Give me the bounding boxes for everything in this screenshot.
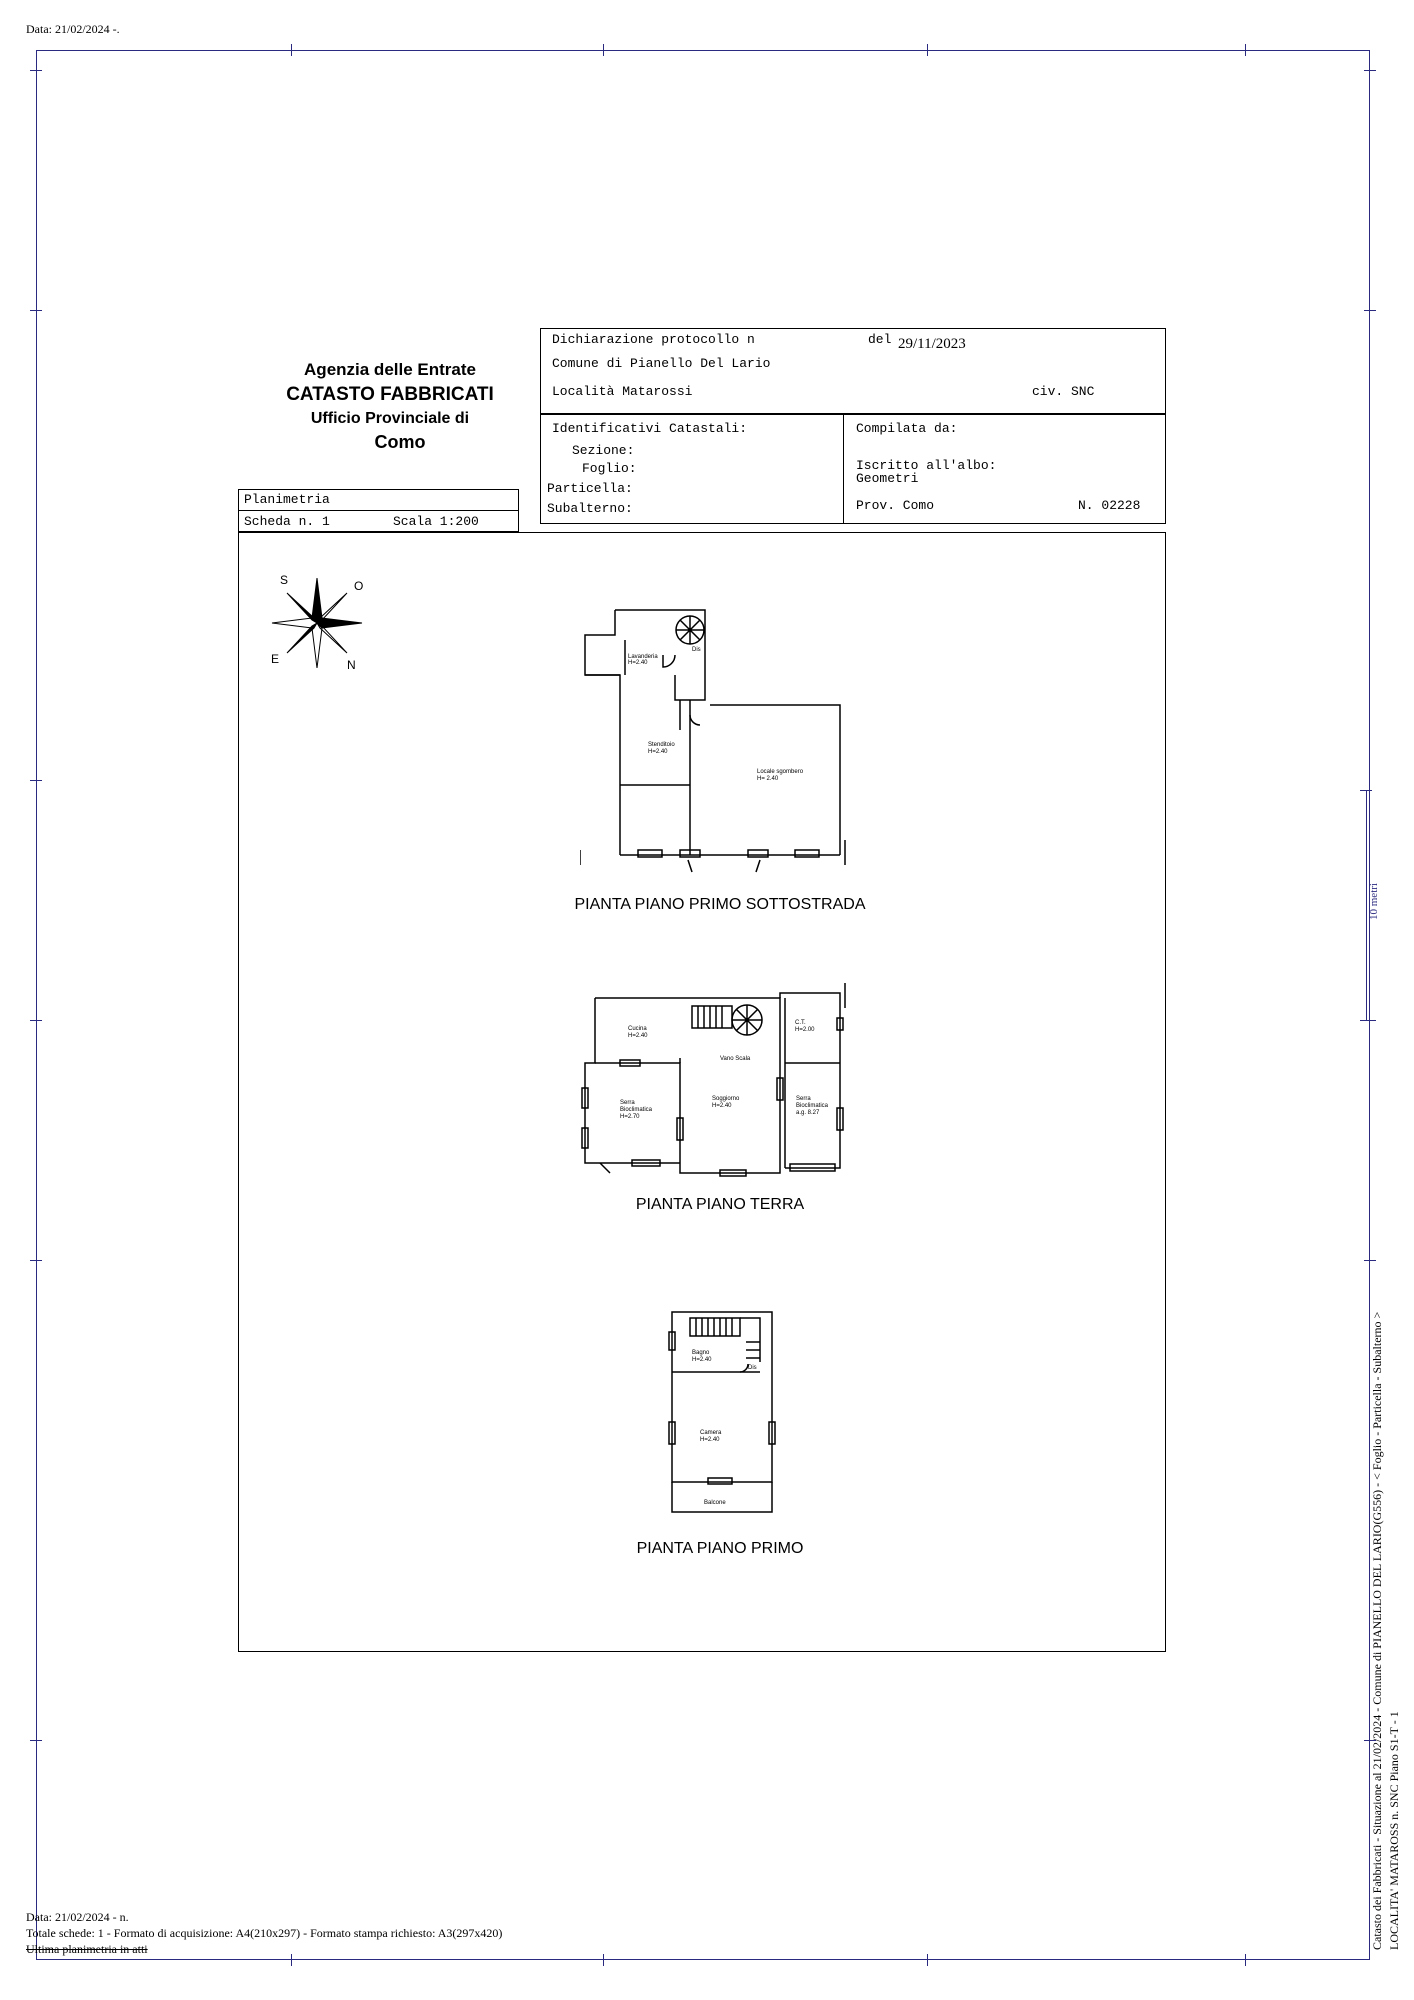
scale-bar-tick xyxy=(1360,790,1372,791)
room-soggiorno: Soggiorno xyxy=(712,1096,740,1102)
frame-tick xyxy=(1364,70,1376,71)
compass-s: S xyxy=(280,573,289,587)
caption-primo: PIANTA PIANO PRIMO xyxy=(636,1540,804,1557)
room-lavanderia: Lavanderia xyxy=(628,654,658,660)
frame-tick xyxy=(291,44,292,56)
planimetria-title: Planimetria xyxy=(244,492,330,507)
planimetria-divider xyxy=(238,510,519,511)
caption-sottostrada: PIANTA PIANO PRIMO SOTTOSTRADA xyxy=(574,896,866,913)
compass-o: O xyxy=(354,579,364,593)
frame-tick xyxy=(927,1954,928,1966)
room-locale-h: H= 2.40 xyxy=(757,776,779,782)
frame-tick xyxy=(1245,44,1246,56)
frame-tick xyxy=(30,70,42,71)
frame-tick xyxy=(927,44,928,56)
room-bagno: Bagno xyxy=(692,1350,710,1356)
frame-tick xyxy=(30,1260,42,1261)
room-dis-primo: Dis xyxy=(748,1365,757,1371)
agency-name: Agenzia delle Entrate xyxy=(304,360,476,379)
room-dis: Dis xyxy=(692,647,701,653)
comune-value: Comune di Pianello Del Lario xyxy=(552,356,771,371)
room-serra-1-b: Bioclimatica xyxy=(620,1107,653,1113)
frame-tick xyxy=(603,44,604,56)
civ-value: civ. SNC xyxy=(1032,384,1095,399)
del-label: del xyxy=(868,332,892,347)
floorplan-primo xyxy=(660,1302,780,1522)
identifiers-title: Identificativi Catastali: xyxy=(552,421,748,436)
room-vano-scala: Vano Scala xyxy=(720,1056,751,1062)
frame-tick xyxy=(30,780,42,781)
room-ct: C.T. xyxy=(795,1020,806,1026)
side-situation: Catasto dei Fabbricati - Situazione al 21/02/2024 - Comune di PIANELLO DEL LARIO(G556) - < Foglio - Particella - Subalterno > xyxy=(1370,1311,1384,1950)
caption-terra: PIANTA PIANO TERRA xyxy=(635,1196,805,1213)
floorplan-terra xyxy=(580,978,860,1178)
room-camera: Camera xyxy=(700,1430,722,1436)
frame-tick xyxy=(291,1954,292,1966)
subalterno-label: Subalterno: xyxy=(547,501,633,516)
ufficio-city: Como xyxy=(374,432,426,452)
frame-tick xyxy=(30,1740,42,1741)
room-lavanderia-h: H=2.40 xyxy=(628,660,648,666)
scale-bar xyxy=(1366,790,1367,1020)
room-ct-h: H=2.00 xyxy=(795,1027,815,1033)
room-soggiorno-h: H=2.40 xyxy=(712,1103,732,1109)
footer-totals: Totale schede: 1 - Formato di acquisizione: A4(210x297) - Formato stampa richiesto: A3(297x420) xyxy=(26,1926,503,1940)
footer-date: Data: 21/02/2024 - n. xyxy=(26,1910,129,1924)
compass-e: E xyxy=(271,652,280,666)
localita-value: Località Matarossi xyxy=(552,384,693,399)
compiler-title: Compilata da: xyxy=(856,421,958,436)
room-locale: Locale sgombero xyxy=(757,769,804,775)
catasto-title: CATASTO FABBRICATI xyxy=(286,384,494,405)
frame-tick xyxy=(1364,310,1376,311)
room-cucina-h: H=2.40 xyxy=(628,1033,648,1039)
protocol-label: Dichiarazione protocollo n xyxy=(552,332,755,347)
scheda-label: Scheda n. 1 xyxy=(244,514,330,529)
albo-label: Iscritto all'albo: xyxy=(856,458,997,473)
floorplan-sottostrada xyxy=(580,600,850,880)
particella-label: Particella: xyxy=(547,481,633,496)
room-balcone: Balcone xyxy=(704,1500,726,1506)
albo-value: Geometri xyxy=(856,471,919,486)
scale-label: 10 metri xyxy=(1368,883,1380,920)
identifiers-divider xyxy=(843,414,844,524)
footer-last: Ultima planimetria in atti xyxy=(26,1942,148,1956)
room-serra-2-b: Bioclimatica xyxy=(796,1103,829,1109)
frame-tick xyxy=(30,310,42,311)
prov-value: Prov. Como xyxy=(856,498,935,513)
frame-tick xyxy=(1245,1954,1246,1966)
room-cucina: Cucina xyxy=(628,1026,647,1032)
room-serra-2: Serra xyxy=(796,1096,811,1102)
room-serra-2-h: a.g. 8.27 xyxy=(796,1110,820,1116)
sezione-label: Sezione: xyxy=(572,443,635,458)
declaration-date: 29/11/2023 xyxy=(898,336,966,352)
scala-label: Scala 1:200 xyxy=(393,514,479,529)
ufficio-label: Ufficio Provinciale di xyxy=(310,410,470,427)
room-stenditoio-h: H=2.40 xyxy=(648,749,668,755)
room-camera-h: H=2.40 xyxy=(700,1437,720,1443)
header-date: Data: 21/02/2024 -. xyxy=(26,22,120,36)
side-address: LOCALITA' MATAROSS n. SNC Piano S1-T - 1 xyxy=(1387,1711,1401,1950)
agency-block xyxy=(250,360,530,453)
compass-n: N xyxy=(347,658,356,672)
albo-number: N. 02228 xyxy=(1078,498,1141,513)
room-serra-1: Serra xyxy=(620,1100,635,1106)
foglio-label: Foglio: xyxy=(582,461,637,476)
room-serra-1-h: H=2.70 xyxy=(620,1114,640,1120)
frame-tick xyxy=(603,1954,604,1966)
room-bagno-h: H=2.40 xyxy=(692,1357,712,1363)
room-stenditoio: Stenditoio xyxy=(648,742,675,748)
frame-tick xyxy=(30,1020,42,1021)
